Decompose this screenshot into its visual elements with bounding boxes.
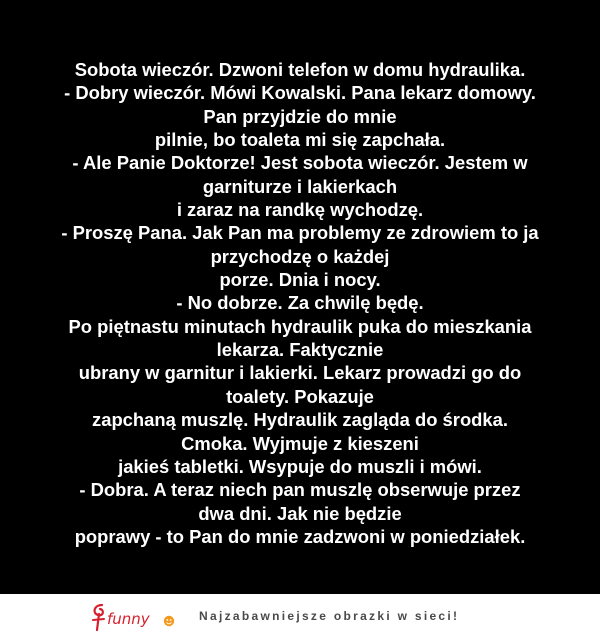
joke-line: ubrany w garnitur i lakierki. Lekarz prowadzi go do xyxy=(78,362,522,384)
footer-bar xyxy=(0,594,600,639)
joke-line: lekarza. Faktycznie xyxy=(216,339,384,361)
joke-line: - Dobry wieczór. Mówi Kowalski. Pana lekarz domowy. xyxy=(64,82,536,104)
joke-line: zapchaną muszlę. Hydraulik zagląda do środka. xyxy=(92,409,508,431)
joke-line: toalety. Pokazuje xyxy=(226,385,374,407)
joke-line: poprawy - to Pan do mnie zadzwoni w poniedziałek. xyxy=(74,525,526,547)
joke-line: - No dobrze. Za chwilę będę. xyxy=(176,292,424,314)
site-tagline: Najzabawniejsze obrazki w sieci! xyxy=(199,609,460,623)
joke-line: dwa dni. Jak nie będzie xyxy=(198,502,402,524)
joke-line: przychodzę o każdej xyxy=(210,245,390,267)
joke-line: Cmoka. Wyjmuje z kieszeni xyxy=(181,432,419,454)
joke-line: - Proszę Pana. Jak Pan ma problemy ze zdrowiem to ja xyxy=(61,222,539,244)
joke-text xyxy=(0,58,600,548)
joke-line: garniturze i lakierkach xyxy=(202,175,398,197)
funny-logo-icon[interactable] xyxy=(88,601,188,633)
logo-text: funny xyxy=(107,610,150,628)
joke-line: jakieś tabletki. Wsypuje do muszli i mówi. xyxy=(118,455,482,477)
joke-line: - Ale Panie Doktorze! Jest sobota wieczór. Jestem w xyxy=(72,152,528,174)
joke-line: porze. Dnia i nocy. xyxy=(219,269,381,291)
joke-line: Po piętnastu minutach hydraulik puka do mieszkania xyxy=(68,315,532,337)
joke-line: - Dobra. A teraz niech pan muszlę obserwuje przez xyxy=(79,479,521,501)
joke-line: pilnie, bo toaleta mi się zapchała. xyxy=(154,129,446,151)
joke-line: i zaraz na randkę wychodzę. xyxy=(176,199,424,221)
joke-line: Pan przyjdzie do mnie xyxy=(203,105,397,127)
joke-line: Sobota wieczór. Dzwoni telefon w domu hydraulika. xyxy=(74,59,526,80)
